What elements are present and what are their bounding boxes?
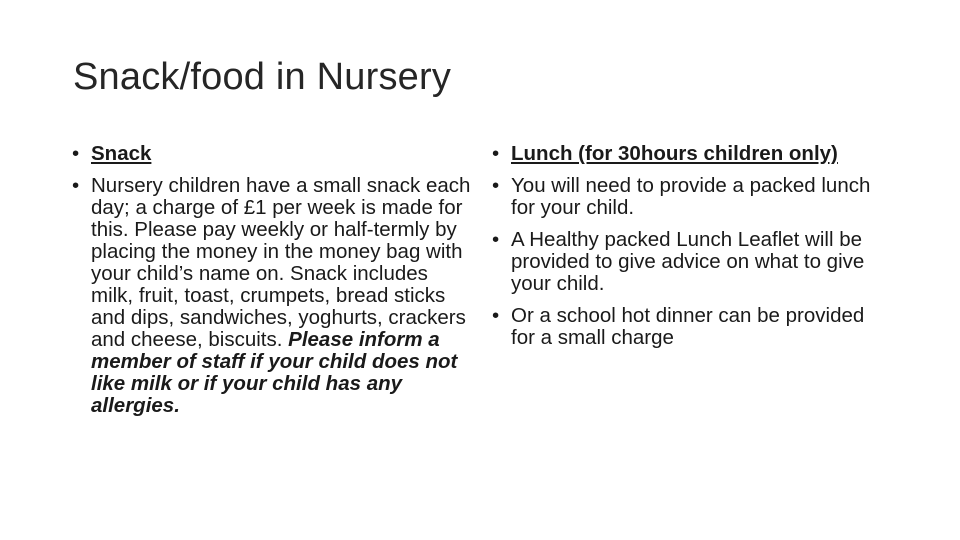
bullet-snack-details: [72, 175, 474, 417]
bullet-hot-dinner: [492, 305, 892, 349]
slide-title: Snack/food in Nursery: [73, 56, 452, 98]
bullet-lunch-leaflet: [492, 229, 892, 295]
snack-allergy-notice: Please inform a member of staff if your child does not like milk or if your child has any allergies.: [91, 328, 458, 417]
snack-heading: Snack: [91, 142, 152, 165]
lunch-item-text: Or a school hot dinner can be provided for a small charge: [511, 304, 865, 349]
bullet-lunch-heading: [492, 143, 892, 165]
bullet-packed-lunch: [492, 175, 892, 219]
left-column: [72, 143, 474, 417]
right-column: [492, 143, 892, 349]
lunch-heading: Lunch (for 30hours children only): [511, 142, 838, 165]
lunch-item-text: You will need to provide a packed lunch for your child.: [511, 174, 871, 219]
lunch-item-text: A Healthy packed Lunch Leaflet will be provided to give advice on what to give your child.: [511, 228, 865, 295]
snack-details-text: Nursery children have a small snack each day; a charge of £1 per week is made for this. Please pay weekly or half-termly by placing the money in the money bag with your child’s name on. Snack includes milk, fruit, toast, crumpets, bread sticks and dips, sandwiches, yoghurts, crackers and cheese, biscuits.: [91, 174, 471, 351]
bullet-snack-heading: [72, 143, 474, 165]
